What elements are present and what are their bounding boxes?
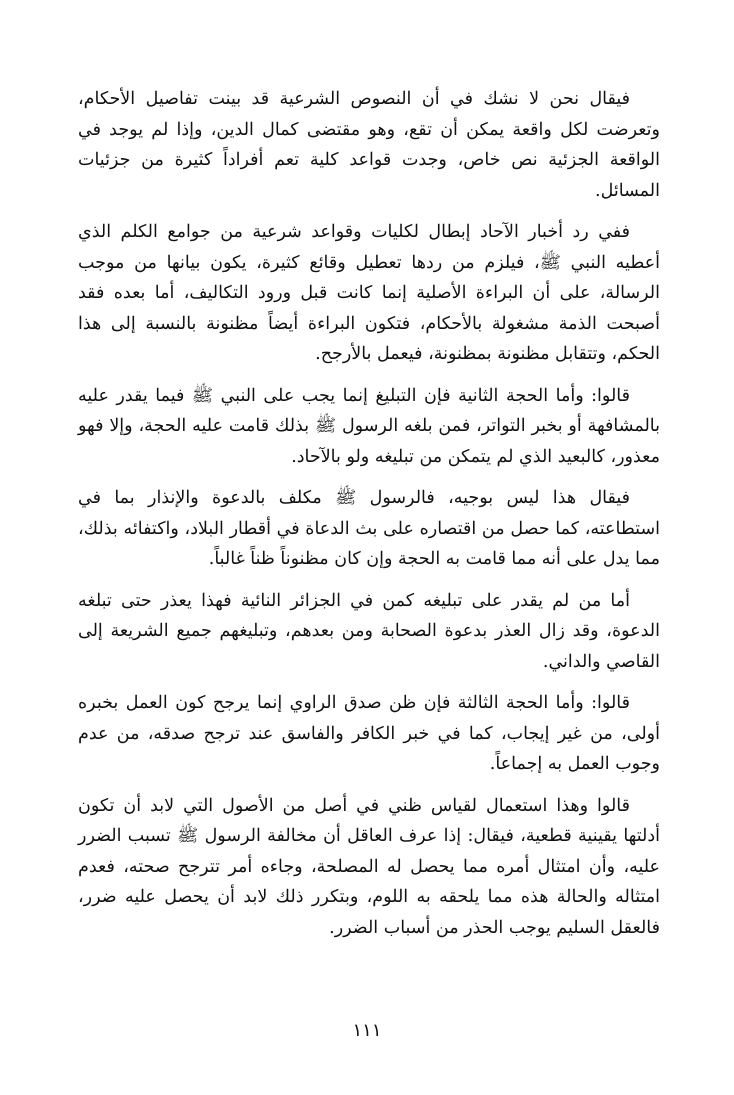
paragraph-6: قالوا: وأما الحجة الثالثة فإن ظن صدق الراوي إنما يرجح كون العمل بخبره أولى، من غير إيجاب، كما في خبر الكافر والفاسق عند ترجح صدقه، من عدم وجوب العمل به إجماعاً.	[78, 693, 660, 774]
paragraph-4: فيقال هذا ليس بوجيه، فالرسول ﷺ مكلف بالدعوة والإنذار بما في استطاعته، كما حصل من اقتصاره على بث الدعاة في أقطار البلاد، واكتفائه بذلك، مما يدل على أنه مما قامت به الحجة وإن كان مظنوناً ظناً غالباً.	[78, 488, 660, 569]
paragraph-3: قالوا: وأما الحجة الثانية فإن التبليغ إنما يجب على النبي ﷺ فيما يقدر عليه بالمشافهة أو بخبر التواتر، فمن بلغه الرسول ﷺ بذلك قامت عليه الحجة، وإلا فهو معذور، كالبعيد الذي لم يتمكن من تبليغه ولو بالآحاد.	[78, 385, 660, 467]
paragraph-2: ففي رد أخبار الآحاد إبطال لكليات وقواعد شرعية من جوامع الكلم الذي أعطيه النبي ﷺ، فيلزم من ردها تعطيل وقائع كثيرة، يكون بيانها من موجب الرسالة، على أن البراءة الأصلية إنما كانت قبل ورود التكاليف، أما بعده فقد أصبحت الذمة مشغولة بالأحكام، فتكون البراءة أيضاً مظنونة بالنسبة إلى هذا الحكم، وتتقابل مظنونة بمظنونة، فيعمل بالأرجح.	[78, 222, 660, 364]
page-body	[78, 84, 660, 954]
paragraph-1: فيقال نحن لا نشك في أن النصوص الشرعية قد بينت تفاصيل الأحكام، وتعرضت لكل واقعة يمكن أن تقع، وهو مقتضى كمال الدين، وإذا لم يوجد في الواقعة الجزئية نص خاص، وجدت قواعد كلية تعم أفراداً كثيرة من جزئيات المسائل.	[78, 89, 660, 201]
paragraph-7: قالوا وهذا استعمال لقياس ظني في أصل من الأصول التي لابد أن تكون أدلتها يقينية قطعية، فيقال: إذا عرف العاقل أن مخالفة الرسول ﷺ تسبب الضرر عليه، وأن امتثال أمره مما يحصل له المصلحة، وجاءه أمر تترجح صحته، فعدم امتثاله والحالة هذه مما يلحقه به اللوم، وبتكرر ذلك لابد أن يحصل عليه ضرر، فالعقل السليم يوجب الحذر من أسباب الضرر.	[78, 795, 660, 938]
page-number: ١١١	[352, 1020, 382, 1041]
paragraph-5: أما من لم يقدر على تبليغه كمن في الجزائر النائية فهذا يعذر حتى تبلغه الدعوة، وقد زال العذر بدعوة الصحابة ومن بعدهم، وتبليغهم جميع الشريعة إلى القاصي والداني.	[78, 590, 660, 672]
